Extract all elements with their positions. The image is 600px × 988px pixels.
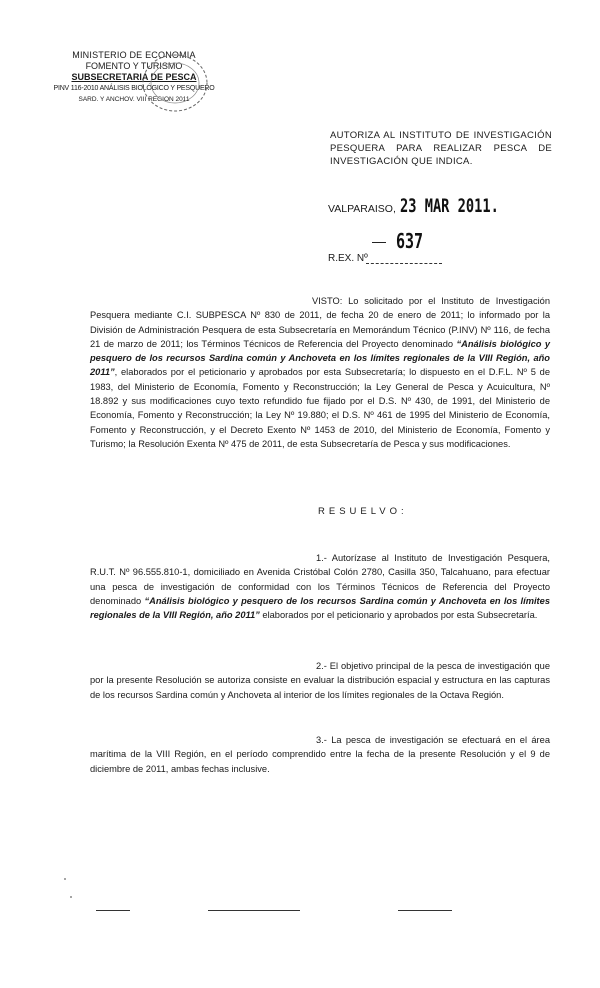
number-dash [372,242,386,243]
resuelvo-heading: RESUELVO: [318,506,408,517]
visto-text-1: VISTO: Lo solicitado por el Instituto de Investigación Pesquera mediante C.I. SUBPESCA Nº 830 de 2011, de fecha 20 de enero de 2011; lo informado por la División de Administración Pesquera de esta Subsecretaría en Memorándum Técnico (P.INV) Nº 116, de fecha 21 de marzo de 2011; los Términos Técnicos de Referencia del Proyecto denominado [90,296,550,349]
place-label: VALPARAISO, [328,203,396,215]
visto-paragraph [90,294,550,451]
visto-text-2: , elaborados por el peticionario y aprobados por esta Subsecretaría; lo dispuesto en el D.F.L. Nº 5 de 1983, del Ministerio de Economía, Fomento y Reconstrucción; la Ley General de Pesca y Acuicultura, Nº 18.892 y sus modificaciones cuyo texto refundido fue fijado por el D.S. Nº 430, de 1991, del Ministerio de Economía, Fomento y Reconstrucción; la Ley Nº 19.880; el D.S. Nº 461 de 1995 del Ministerio de Economía, Fomento y Reconstrucción, y el Decreto Exento Nº 1453 de 2010, del Ministerio de Economía, Fomento y Turismo; la Resolución Exenta Nº 475 de 2011, de esta Subsecretaría de Pesca y sus modificaciones. [90,367,550,449]
footer-line-3 [398,910,452,911]
item-1-text-1: 1.- Autorízase al Instituto de Investigación Pesquera, R.U.T. Nº 96.555.810-1, domiciliado en Avenida Cristóbal Colón 2780, Casilla 350, Talcahuano, para efectuar una pesca de investigación de conformidad con los Términos Técnicos de Referencia del Proyecto denominado [90,553,550,606]
ministry-name: MINISTERIO DE ECONOMIA [72,50,196,60]
item-2-paragraph [90,659,550,702]
resolution-label: R.EX. Nº [328,253,368,264]
resolution-subject: AUTORIZA AL INSTITUTO DE INVESTIGACIÓN PESQUERA PARA REALIZAR PESCA DE INVESTIGACIÓN QUE INDICA. [330,130,552,167]
item-1-text-2: elaborados por el peticionario y aprobados por esta Subsecretaría. [259,610,538,621]
item-1-project-title: “Análisis biológico y pesquero de los recursos Sardina común y Anchoveta en los límites regionales de la VIII Región, año 2011” [90,595,550,621]
item-3-text: 3.- La pesca de investigación se efectuará en el área marítima de la VIII Región, en el período comprendido entre la fecha de la presente Resolución y el 9 de diciembre de 2011, ambas fechas inclusive. [90,735,550,774]
item-3-paragraph [90,733,550,776]
project-code: PINV 116-2010 ANÁLISIS BIOLÓGICO Y PESQUERO [53,85,215,92]
footer-line-1 [96,910,130,911]
date-stamp: 23 MAR 2011. [400,195,499,217]
visto-project-title: “Análisis biológico y pesquero de los recursos Sardina común y Anchoveta en los límites regionales de la VIII Región, año 2011” [90,338,551,378]
item-1-paragraph [90,551,550,622]
undersecretariat-name: SUBSECRETARIA DE PESCA [71,72,197,82]
project-region: SARD. Y ANCHOV. VIII REGION 2011 [78,96,190,103]
resolution-number-stamp: 637 [396,229,424,253]
official-seal-icon [140,52,210,114]
item-2-text: 2.- El objetivo principal de la pesca de investigación que por la presente Resolución se autoriza consiste en evaluar la distribución espacial y estructura en las capturas de los recursos Sardina común y Anchoveta al interior de los límites regionales de la Octava Región. [90,661,550,700]
ministry-subtitle: FOMENTO Y TURISMO [85,61,183,71]
scan-speck [64,878,66,880]
footer-line-2 [208,910,300,911]
resolution-number-line [366,263,442,264]
scan-speck [70,896,72,898]
